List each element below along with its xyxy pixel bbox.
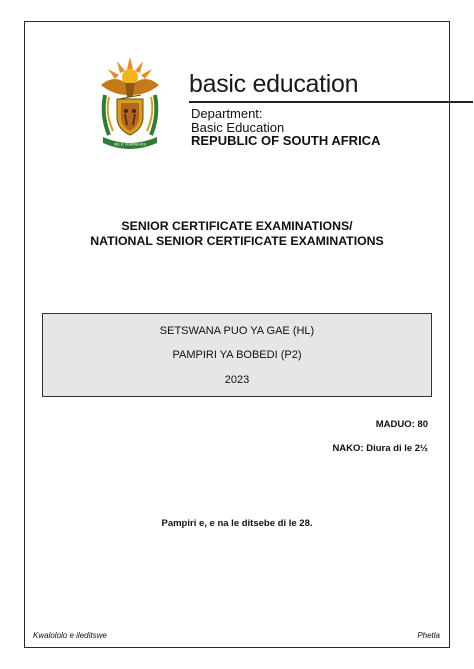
coat-of-arms-icon [95,55,165,153]
exam-title-line-1: SENIOR CERTIFICATE EXAMINATIONS/ [121,219,353,233]
header-logo-block [95,55,380,155]
subject-name: SETSWANA PUO YA GAE (HL) [159,325,315,337]
paper-number: PAMPIRI YA BOBEDI (P2) [172,349,302,361]
subject-box [42,313,432,397]
time-label: NAKO: Diura di le 2½ [332,443,428,454]
coat-motto-text: !KE E: /XARRA //KE [113,142,147,147]
marks-label: MADUO: 80 [375,419,428,430]
page-count-note: Pampiri e, e na le ditsebe di le 28. [161,518,313,529]
country-name: REPUBLIC OF SOUTH AFRICA [191,133,381,148]
footer-turn-over: Phetla [417,631,440,640]
brand-divider [189,101,473,103]
department-label: Department: [191,106,263,121]
footer-copyright: Kwalololo e ileditswe [33,631,107,640]
brand-name: basic education [189,70,359,98]
department-name: Basic Education [191,120,285,135]
exam-year: 2023 [224,374,250,386]
exam-title-line-2: NATIONAL SENIOR CERTIFICATE EXAMINATIONS [90,234,384,248]
